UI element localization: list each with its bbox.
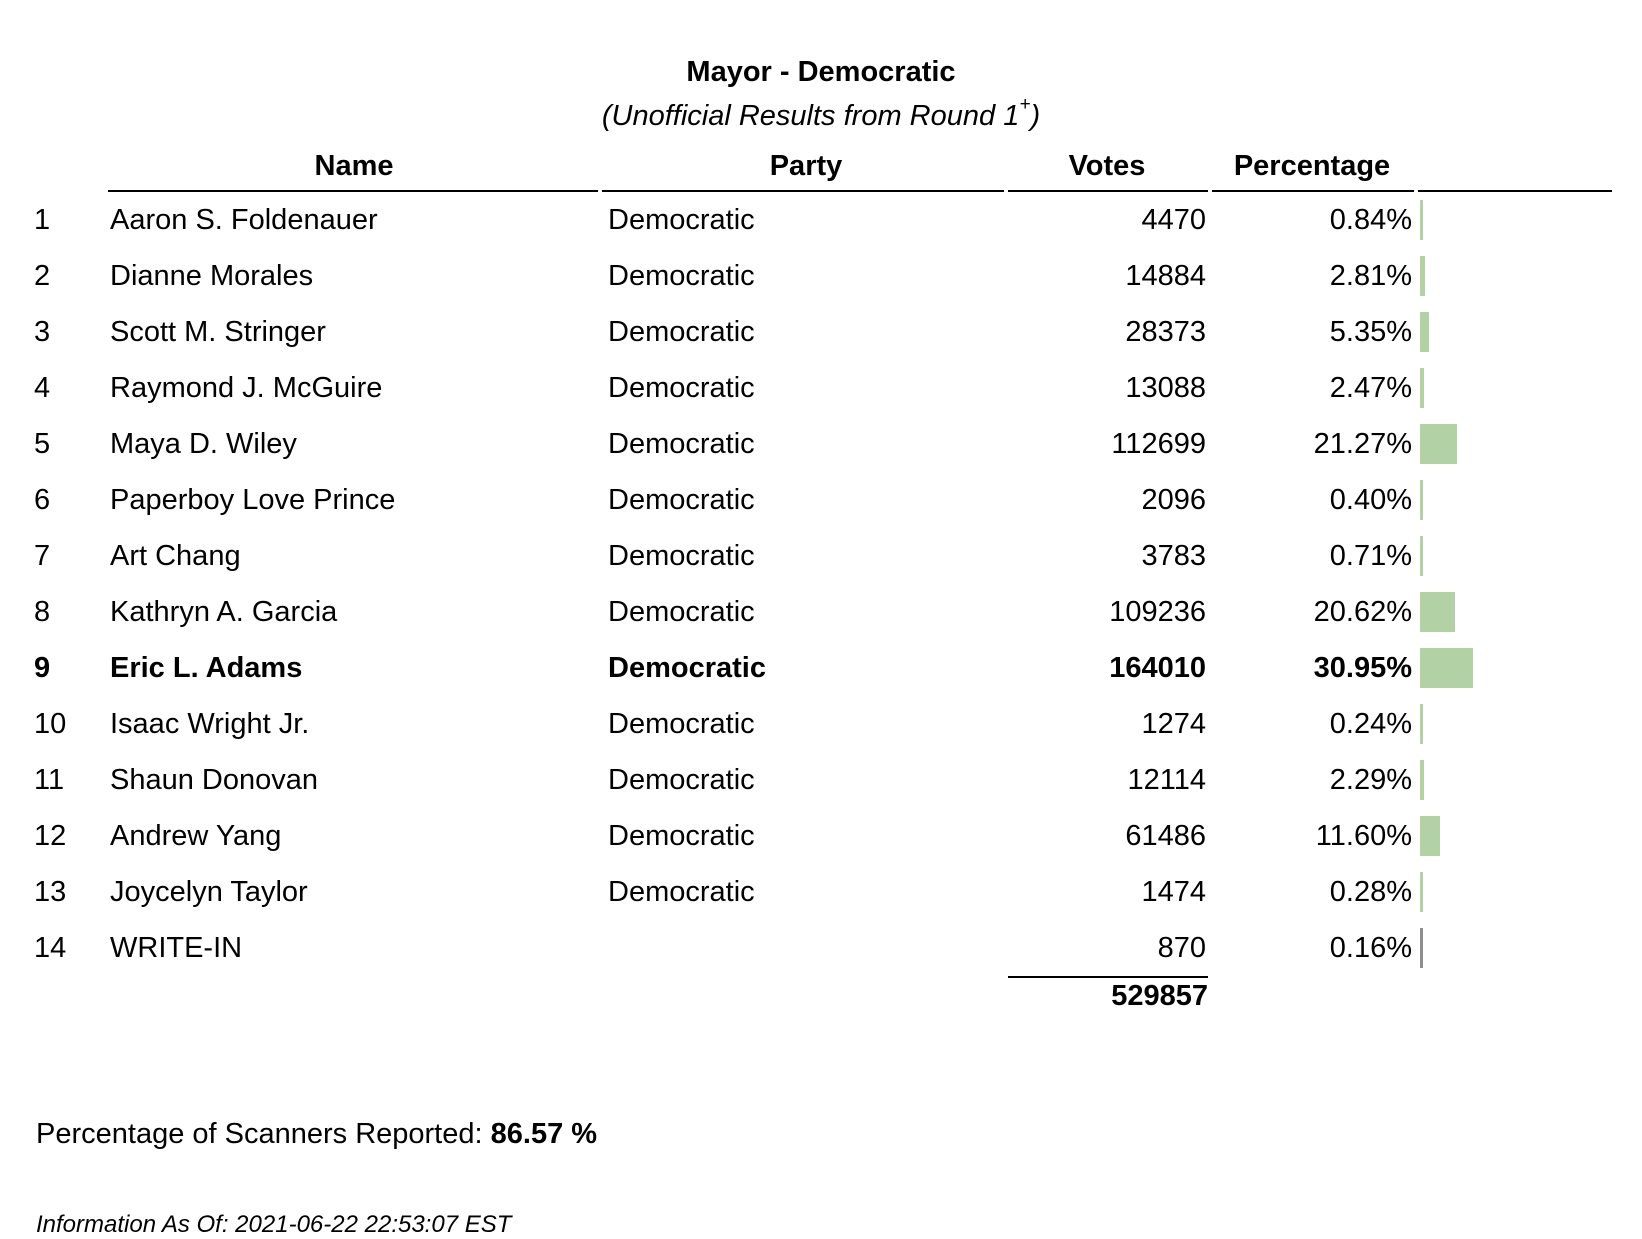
candidate-percentage: 11.60% <box>1315 819 1412 852</box>
percentage-bar <box>1420 816 1440 856</box>
candidate-votes: 3783 <box>1141 539 1206 572</box>
candidate-name: Isaac Wright Jr. <box>110 707 310 740</box>
percentage-bar <box>1420 200 1423 240</box>
percentage-bar <box>1420 704 1423 744</box>
percentage-bar <box>1420 928 1423 968</box>
candidate-name: Raymond J. McGuire <box>110 371 383 404</box>
candidate-votes: 112699 <box>1111 427 1206 460</box>
candidate-party: Democratic <box>608 595 755 628</box>
candidate-votes: 12114 <box>1127 763 1206 796</box>
candidate-party: Democratic <box>608 875 755 908</box>
page-title: Mayor - Democratic <box>686 56 956 88</box>
candidate-party: Democratic <box>608 427 755 460</box>
candidate-percentage: 5.35% <box>1329 315 1412 348</box>
scanners-label: Percentage of Scanners Reported: <box>36 1118 483 1150</box>
candidate-name: Shaun Donovan <box>110 763 318 796</box>
percentage-bar-cell <box>1418 528 1612 584</box>
table-row <box>34 808 1612 864</box>
percentage-bar <box>1420 760 1424 800</box>
results-body <box>34 192 1612 976</box>
candidate-percentage: 20.62% <box>1313 595 1412 628</box>
header-bar-blank <box>1418 150 1612 192</box>
row-number: 9 <box>34 651 51 684</box>
percentage-bar-cell <box>1418 864 1612 920</box>
candidate-percentage: 0.71% <box>1329 539 1412 572</box>
candidate-name: Art Chang <box>110 539 241 572</box>
row-number: 6 <box>34 483 51 516</box>
row-number: 4 <box>34 371 51 404</box>
candidate-party: Democratic <box>608 819 755 852</box>
candidate-votes: 4470 <box>1141 203 1206 236</box>
percentage-bar <box>1420 536 1423 576</box>
row-number: 13 <box>34 875 67 908</box>
candidate-party: Democratic <box>608 707 755 740</box>
table-row <box>34 360 1612 416</box>
candidate-votes: 14884 <box>1125 259 1206 292</box>
subtitle-text: (Unofficial Results from Round 1 <box>601 100 1020 132</box>
row-number: 2 <box>34 259 51 292</box>
candidate-name: Maya D. Wiley <box>110 427 297 460</box>
row-number: 10 <box>34 707 67 740</box>
candidate-party: Democratic <box>608 539 755 572</box>
candidate-votes: 2096 <box>1141 483 1206 516</box>
page-subtitle <box>0 94 1642 133</box>
candidate-party <box>602 920 1004 976</box>
candidate-percentage: 2.81% <box>1329 259 1412 292</box>
percentage-bar <box>1420 424 1457 464</box>
table-row <box>34 304 1612 360</box>
header-name: Name <box>108 150 598 192</box>
subtitle-superscript: + <box>1019 94 1031 116</box>
table-header-row <box>34 150 1612 192</box>
row-number: 3 <box>34 315 51 348</box>
candidate-party: Democratic <box>608 315 755 348</box>
percentage-bar <box>1420 648 1473 688</box>
total-votes: 529857 <box>1008 976 1208 1032</box>
percentage-bar-cell <box>1418 696 1612 752</box>
candidate-party: Democratic <box>608 203 755 236</box>
table-row <box>34 528 1612 584</box>
table-row <box>34 920 1612 976</box>
candidate-votes: 1274 <box>1141 707 1206 740</box>
candidate-party: Democratic <box>608 259 755 292</box>
candidate-votes: 1474 <box>1141 875 1206 908</box>
candidate-votes: 870 <box>1157 931 1206 964</box>
table-row <box>34 864 1612 920</box>
row-number: 8 <box>34 595 51 628</box>
results-table <box>30 150 1616 1032</box>
candidate-votes: 61486 <box>1125 819 1206 852</box>
percentage-bar-cell <box>1418 920 1612 976</box>
candidate-percentage: 0.40% <box>1329 483 1412 516</box>
candidate-name: Joycelyn Taylor <box>110 875 308 908</box>
percentage-bar-cell <box>1418 248 1612 304</box>
row-number: 1 <box>34 203 51 236</box>
percentage-bar <box>1420 592 1455 632</box>
header-rank-blank <box>34 150 104 192</box>
candidate-party: Democratic <box>608 651 766 684</box>
candidate-party: Democratic <box>608 763 755 796</box>
candidate-percentage: 0.84% <box>1329 203 1412 236</box>
candidate-percentage: 0.16% <box>1329 931 1412 964</box>
table-row <box>34 416 1612 472</box>
percentage-bar <box>1420 480 1423 520</box>
total-spacer-name <box>108 976 598 1032</box>
row-number: 11 <box>34 763 65 796</box>
info-as-of: Information As Of: 2021-06-22 22:53:07 EST <box>36 1211 512 1238</box>
candidate-votes: 13088 <box>1125 371 1206 404</box>
percentage-bar-cell <box>1418 304 1612 360</box>
total-spacer-bar <box>1418 976 1612 1032</box>
candidate-percentage: 0.24% <box>1329 707 1412 740</box>
percentage-bar <box>1420 312 1429 352</box>
percentage-bar-cell <box>1418 472 1612 528</box>
candidate-percentage: 21.27% <box>1313 427 1412 460</box>
candidate-votes: 28373 <box>1125 315 1206 348</box>
candidate-name: Paperboy Love Prince <box>110 483 396 516</box>
total-spacer-party <box>602 976 1004 1032</box>
candidate-percentage: 30.95% <box>1313 651 1412 684</box>
percentage-bar-cell <box>1418 360 1612 416</box>
row-number: 12 <box>34 819 67 852</box>
candidate-name: WRITE-IN <box>110 931 243 964</box>
total-spacer-num <box>34 976 104 1032</box>
scanners-reported <box>36 1118 597 1151</box>
row-number: 5 <box>34 427 51 460</box>
candidate-percentage: 2.29% <box>1329 763 1412 796</box>
scanners-value: 86.57 % <box>490 1118 598 1150</box>
table-row <box>34 472 1612 528</box>
table-row <box>34 696 1612 752</box>
table-row <box>34 752 1612 808</box>
percentage-bar-cell <box>1418 584 1612 640</box>
percentage-bar-cell <box>1418 808 1612 864</box>
candidate-votes: 164010 <box>1109 651 1206 684</box>
candidate-name: Kathryn A. Garcia <box>110 595 338 628</box>
candidate-name: Andrew Yang <box>110 819 282 852</box>
percentage-bar-cell <box>1418 416 1612 472</box>
header-votes: Votes <box>1008 150 1208 192</box>
table-row <box>34 248 1612 304</box>
candidate-percentage: 0.28% <box>1329 875 1412 908</box>
total-row <box>34 976 1612 1032</box>
table-row <box>34 192 1612 248</box>
candidate-name: Eric L. Adams <box>110 651 303 684</box>
percentage-bar <box>1420 256 1425 296</box>
candidate-party: Democratic <box>608 483 755 516</box>
total-spacer-pct <box>1212 976 1414 1032</box>
candidate-name: Dianne Morales <box>110 259 314 292</box>
table-row <box>34 584 1612 640</box>
candidate-percentage: 2.47% <box>1329 371 1412 404</box>
subtitle-close: ) <box>1030 100 1041 132</box>
candidate-name: Scott M. Stringer <box>110 315 326 348</box>
row-number: 7 <box>34 539 51 572</box>
percentage-bar-cell <box>1418 752 1612 808</box>
header-party: Party <box>602 150 1004 192</box>
header-percentage: Percentage <box>1212 150 1414 192</box>
table-row <box>34 640 1612 696</box>
row-number: 14 <box>34 931 67 964</box>
candidate-name: Aaron S. Foldenauer <box>110 203 378 236</box>
percentage-bar <box>1420 368 1424 408</box>
candidate-party: Democratic <box>608 371 755 404</box>
percentage-bar <box>1420 872 1423 912</box>
percentage-bar-cell <box>1418 192 1612 248</box>
percentage-bar-cell <box>1418 640 1612 696</box>
candidate-votes: 109236 <box>1109 595 1206 628</box>
